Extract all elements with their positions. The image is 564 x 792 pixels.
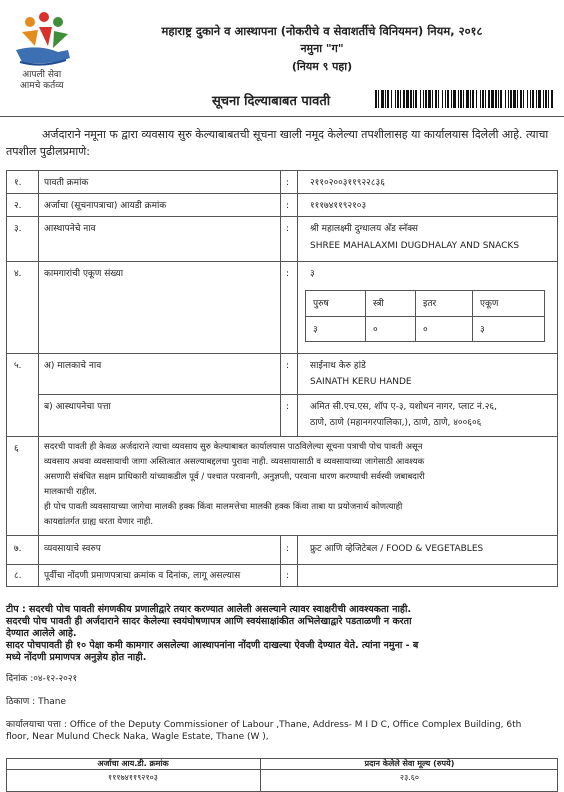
receipt-number-label: पावती क्रमांक <box>44 178 89 188</box>
row-number: ८. <box>14 571 22 581</box>
row-number: १. <box>14 178 22 188</box>
row-number: ३. <box>14 224 22 234</box>
workers-value-male: ३ <box>313 325 318 335</box>
application-id-value: १११७४११९२१०३ <box>310 201 367 211</box>
header-divider <box>0 116 564 117</box>
note-line: देण्यात आलेले आहे. <box>6 628 77 639</box>
establishment-name-english: SHREE MAHALAXMI DUGDHALAY AND SNACKS <box>310 241 520 251</box>
date-line <box>6 673 77 685</box>
place-label: ठिकाण : <box>6 697 36 707</box>
workers-value-other: ० <box>423 325 428 335</box>
form-label: नमुना "ग" <box>300 42 344 55</box>
notes <box>6 604 558 664</box>
fee-header-application-id: अर्जाचा आय.डी. क्रमांक <box>97 759 169 768</box>
colon: : <box>286 361 290 371</box>
row-number: ४. <box>14 269 22 279</box>
business-nature-label: व्यवसायाचे स्वरुप <box>44 544 101 554</box>
colon: : <box>286 571 290 581</box>
row-number: ५. <box>14 361 22 371</box>
barcode <box>375 90 553 108</box>
place-value: Thane <box>38 697 67 707</box>
worker-count-label: कामगारांची एकूण संख्या <box>44 269 124 279</box>
colon: : <box>286 178 290 188</box>
colon: : <box>286 201 290 211</box>
address-line1: Office of the Deputy Commissioner of Labour ,Thane, Address- M I D C, Office Complex Building, 6th <box>69 720 522 730</box>
establishment-name-label: आस्थापनेचे नाव <box>44 224 96 234</box>
establishment-name-marathi: श्री महालक्ष्मी दुग्धालय अँड स्नॅक्स <box>310 224 419 234</box>
note-line: टीप : सदरची पोच पावती संगणकीय प्रणालीद्वारे तयार करण्यात आलेली असल्याने त्यावर स्वाक्षरीची आवश्यकता नाही. <box>6 604 412 615</box>
act-title: महाराष्ट्र दुकाने व आस्थापना (नोकरीचे व सेवाशर्तीचे विनियमन) नियम, २०१८ <box>161 24 483 38</box>
application-id-label: अर्जाचा (सूचनापत्राचा) आयडी क्रमांक <box>44 201 167 211</box>
business-nature-value: फ्रुट आणि व्हेजिटेबल / FOOD & VEGETABLES <box>310 544 484 554</box>
document-title: सूचना दिल्याबाबत पावती <box>212 94 331 109</box>
logo-caption: आपली सेवा आमचे कर्तव्य <box>20 70 64 91</box>
colon: : <box>286 544 290 554</box>
colon: : <box>286 402 290 412</box>
workers-value-total: ३ <box>480 325 485 335</box>
workers-value-female: ० <box>373 325 378 335</box>
office-address <box>6 719 558 743</box>
note-line: सादर पोचपावती ही १० पेक्षा कमी कामगार असलेल्या आस्थापनांना नोंदणी दाखल्या ऐवजी देण्यात येते. त्यांना नमुना - ब <box>6 640 419 651</box>
worker-count-value: ३ <box>310 269 315 279</box>
note-line: सदरची पोच पावती ही अर्जदाराने सादर केलेल्या स्वयंघोषणापत्र आणि स्वयंसाक्षांकीत अभिलेखाद्वारे पडताळणी न करता <box>6 616 412 627</box>
colon: : <box>286 269 290 279</box>
workers-header-other: इतर <box>423 299 437 309</box>
workers-header-female: स्त्री <box>373 299 384 309</box>
disclaimer-text: सदरची पावती ही केवळ अर्जदाराने त्याचा व्यवसाय सुरु केल्याबाबत कार्यालयास पाठविलेल्या सूचना पत्राची पोच पावती असून व्यवसाय अथवा व्यवसायाची जागा अस्तित्वात असल्याबद्दलचा पुरावा नाही. व्यवसायासाठी व व्यवसायाच्या जागेसाठी आवश्यक असणारी संबंधित सक्षम प्राधिकारी यांच्याकडील पूर्व / पश्चात परवानगी, अनुज्ञप्ती, परवाना धारण करण्याची सर्वस्वी जबाबदारी मालकाची राहील. ही पोच पावती व्यवसायाच्या जागेचा मालकी हक्क किंवा मालमत्तेचा मालकी हक्क किंवा ताबा या प्रयोजनार्थ कोणत्याही कायद्यांतर्गत ग्राह्य धरता येणार नाही. <box>44 442 425 527</box>
row-number: ७. <box>14 544 22 554</box>
establishment-address-line2: ठाणे, ठाणे (महानगरपालिका,), ठाणे, ठाणे, ४००६०६ <box>310 418 482 428</box>
note-line: मध्ये नोंदणी प्रमाणपत्र अनुज्ञेय होत नाही. <box>6 652 147 663</box>
date-value: ०४-१२-२०२१ <box>33 674 78 684</box>
workers-header-male: पुरुष <box>313 299 329 309</box>
receipt-number-value: २११०२००३११९२२८३६ <box>310 178 385 188</box>
owner-name-english: SAINATH KERU HANDE <box>310 377 412 387</box>
address-line2: floor, Near Mulund Check Naka, Wagle Estate, Thane (W ), <box>6 732 269 742</box>
fee-value-application-id: १११७४११९२१०३ <box>108 773 158 782</box>
row-number: ६ <box>14 444 19 454</box>
owner-name-label: अ) मालकाचे नाव <box>44 361 102 371</box>
address-label: कार्यालयाचा पत्ता : <box>6 720 67 730</box>
place-line <box>6 696 66 708</box>
workers-header-total: एकूण <box>480 299 499 309</box>
colon: : <box>286 224 290 234</box>
establishment-address-line1: अमित सी.एच.एस, शॉप ए-३, यशोधन नागर, प्लाट नं.२६, <box>310 402 497 412</box>
previous-registration-label: पूर्वीचा नोंदणी प्रमाणपत्राचा क्रमांक व दिनांक, लागू असल्यास <box>44 571 241 581</box>
date-label: दिनांक : <box>6 674 34 684</box>
fee-value-service-fee: २३.६० <box>399 773 420 782</box>
fee-header-service-fee: प्रदान केलेले सेवा मूल्य (रुपये) <box>364 759 455 768</box>
establishment-address-label: ब) आस्थापनेचा पत्ता <box>44 402 111 412</box>
intro-paragraph: अर्जदाराने नमूना फ द्वारा व्यवसाय सुरु केल्याबाबतची सूचना खाली नमूद केलेल्या तपशीलासह या कार्यालयास दिलेली आहे. त्याचा तपशील पुढीलप्रमाणे: <box>6 128 549 158</box>
row-number: २. <box>14 201 22 211</box>
rule-label: (नियम ९ पहा) <box>291 60 353 73</box>
owner-name-marathi: साईनाथ केरु हांडे <box>310 361 366 371</box>
